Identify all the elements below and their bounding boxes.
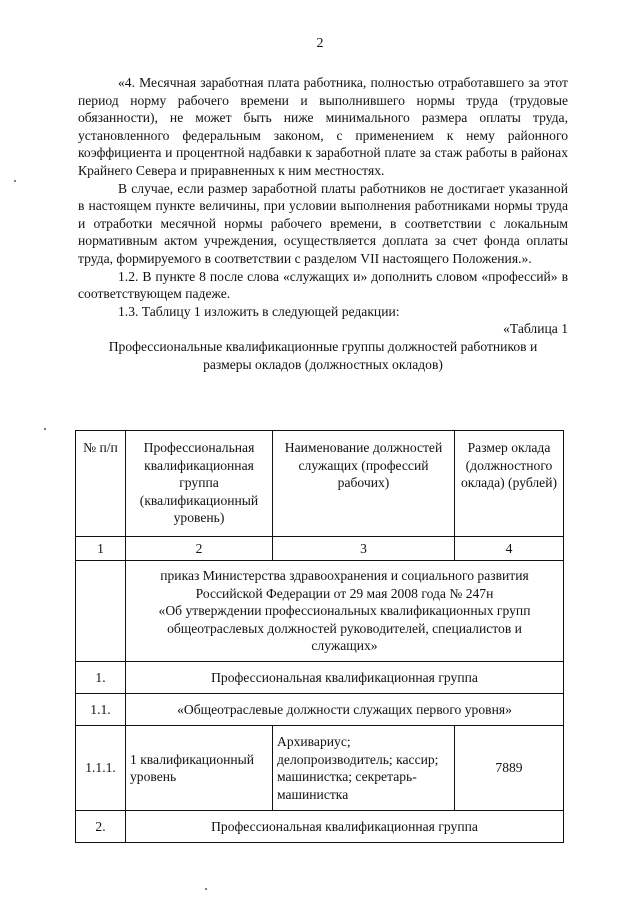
order-line: общеотраслевых должностей руководителей, специалистов и [167, 620, 522, 636]
scan-speck [14, 180, 16, 182]
column-number-1: 1 [76, 537, 126, 561]
column-number-3: 3 [273, 537, 455, 561]
header-positions: Наименование должностей служащих (профессий рабочих) [273, 431, 455, 537]
document-body [78, 74, 568, 373]
order-line: «Об утверждении профессиональных квалификационных групп [158, 603, 531, 619]
table-title-line2: размеры окладов (должностных окладов) [203, 356, 443, 372]
header-salary: Размер оклада (должностного оклада) (рублей) [455, 431, 564, 537]
order-number-cell [76, 561, 126, 662]
page-number: 2 [316, 36, 324, 51]
column-number-2: 2 [126, 537, 273, 561]
group-title: Профессиональная квалификационная группа [126, 662, 564, 694]
column-number-row [76, 537, 564, 561]
table-row [76, 811, 564, 843]
group-title: Профессиональная квалификационная группа [126, 811, 564, 843]
table-row [76, 694, 564, 726]
order-line: служащих» [311, 638, 378, 654]
group-name: «Общеотраслевые должности служащих первого уровня» [126, 694, 564, 726]
table-header-row [76, 431, 564, 537]
paragraph-1-2: 1.2. В пункте 8 после слова «служащих и» дополнить словом «профессий» в соответствующем падеже. [78, 268, 568, 302]
order-reference-row [76, 561, 564, 662]
header-group: Профессиональная квалификационная группа (квалификационный уровень) [126, 431, 273, 537]
table-row [76, 662, 564, 694]
scan-speck [44, 428, 46, 430]
paragraph-1-3: 1.3. Таблицу 1 изложить в следующей редакции: [118, 303, 400, 319]
row-number: 1.1.1. [76, 726, 126, 811]
table-title-line1: Профессиональные квалификационные группы должностей работников и [108, 338, 538, 354]
scan-speck [205, 888, 207, 890]
order-line: Российской Федерации от 29 мая 2008 года № 247н [195, 585, 494, 601]
header-number: № п/п [76, 431, 126, 537]
paragraph-surcharge: В случае, если размер заработной платы работников не достигает указанной в настоящем пункте величины, при условии выполнения работниками нормы труда и отработки месячной нормы рабочего времени, в соответствии с локальным нормативным актом учреждения, осуществляется доплата за счет фонда оплаты труда, формируемого в соответствии с разделом VII настоящего Положения.». [78, 180, 568, 266]
qualification-level: 1 квалификационный уровень [126, 726, 273, 811]
row-number: 2. [76, 811, 126, 843]
paragraph-item-4: «4. Месячная заработная плата работника, полностью отработавшего за этот период норму рабочего времени и выполнившего нормы труда (трудовые обязанности), не может быть ниже минимального размера оплаты труда, установленного федеральным законом, с применением к нему районного коэффициента и процентной надбавки к заработной плате за стаж работы в районах Крайнего Севера и приравненных к ним местностях. [78, 75, 568, 178]
table-row [76, 726, 564, 811]
order-line: приказ Министерства здравоохранения и социального развития [160, 568, 529, 584]
table-label: «Таблица 1 [503, 321, 568, 337]
row-number: 1. [76, 662, 126, 694]
order-reference-cell [126, 561, 564, 662]
salary-value: 7889 [455, 726, 564, 811]
position-list: Архивариус; делопроизводитель; кассир; машинистка; секретарь-машинистка [273, 726, 455, 811]
salary-table [75, 430, 564, 843]
column-number-4: 4 [455, 537, 564, 561]
row-number: 1.1. [76, 694, 126, 726]
